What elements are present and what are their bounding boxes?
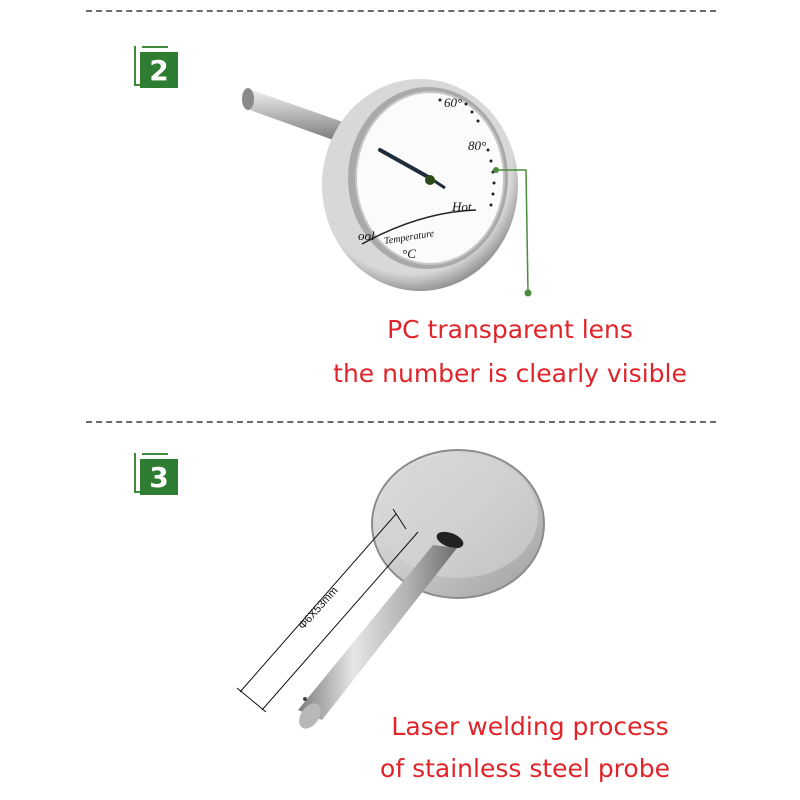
dial-unit-label: °C [402,246,416,261]
probe-caption-line-1: Laser welding process [391,712,669,741]
dimension-label: Φ6X53mm [296,584,341,633]
dial-temperature-label: Temperature [383,228,435,248]
dial-hot-label: Hot [452,199,472,214]
lens-caption-line-2: the number is clearly visible [333,359,687,388]
step-3-number: 3 [140,459,178,495]
dial-mark-60: 60° [444,95,463,110]
lens-caption-line-1: PC transparent lens [387,315,633,344]
probe-rod [295,545,457,733]
step-2-number: 2 [140,52,178,88]
probe-caption-line-2: of stainless steel probe [380,754,670,783]
dial-cool-label: ool [358,228,375,243]
dial-mark-80: 80° [468,138,487,153]
